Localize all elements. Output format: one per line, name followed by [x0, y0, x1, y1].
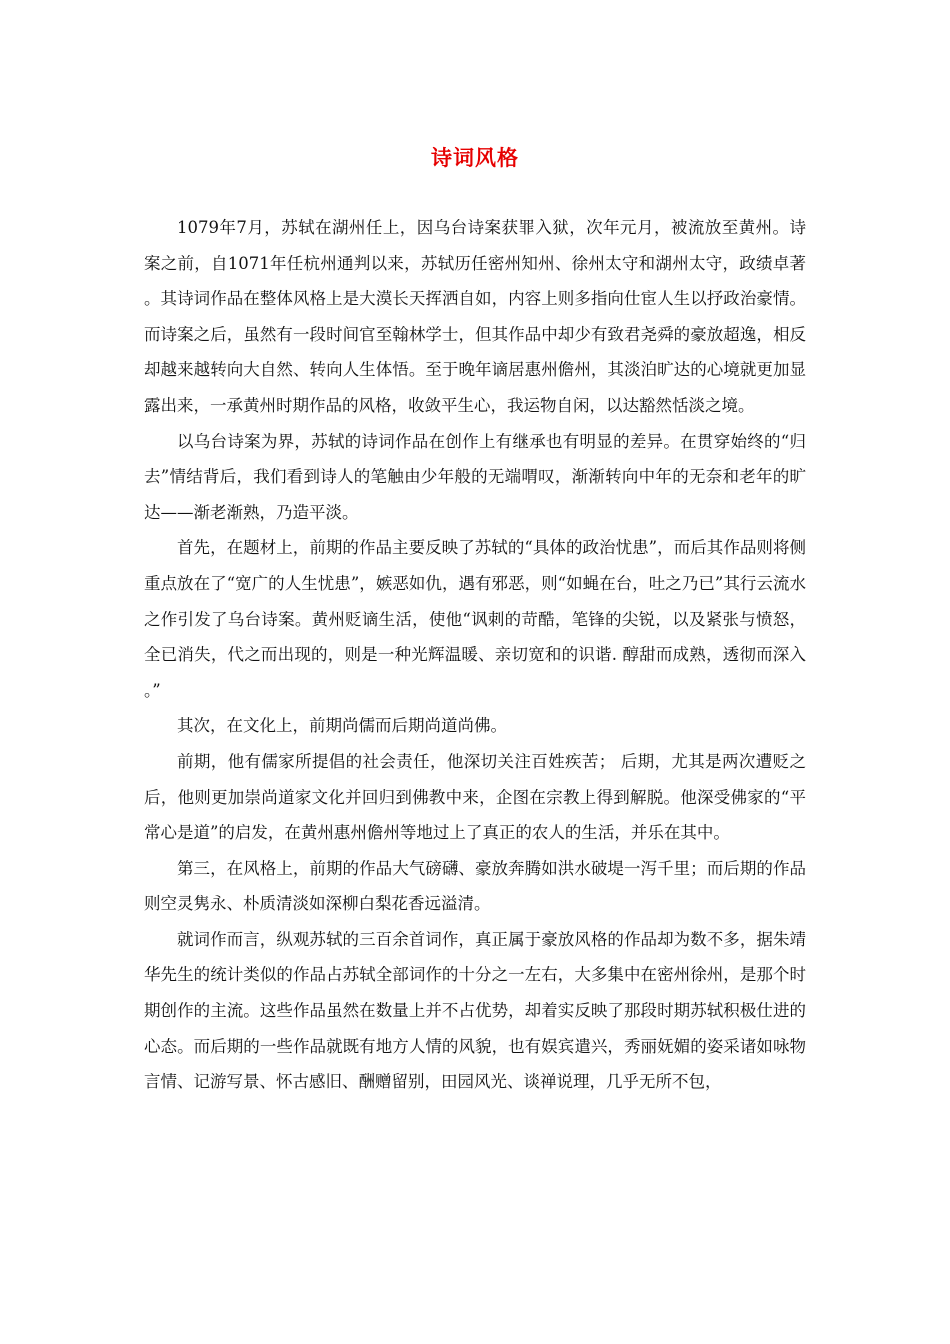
- paragraph-2: 以乌台诗案为界，苏轼的诗词作品在创作上有继承也有明显的差异。在贯穿始终的“归去”情结背后，我们看到诗人的笔触由少年般的无端喟叹，渐渐转向中年的无奈和老年的旷达——渐老渐熟，乃造平淡。: [144, 431, 806, 522]
- paragraph-4: 其次，在文化上，前期尚儒而后期尚道尚佛。: [177, 716, 507, 736]
- paragraph-6: 第三，在风格上，前期的作品大气磅礴、豪放奔腾如洪水破堤一泻千里；而后期的作品则空灵隽永、朴质清淡如深柳白梨花香远溢清。: [144, 858, 806, 914]
- paragraph-3: 首先，在题材上，前期的作品主要反映了苏轼的“具体的政治忧患”，而后其作品则将侧重点放在了“宽广的人生忧患”，嫉恶如仇，遇有邪恶，则“如蝇在台，吐之乃已”其行云流水之作引发了乌台诗案。黄州贬谪生活，使他“讽刺的苛酷，笔锋的尖锐，以及紧张与愤怒，全已消失，代之而出现的，则是一种光辉温暖、亲切宽和的识谐. 醇甜而成熟，透彻而深入。”: [144, 538, 806, 700]
- document-title: 诗词风格: [431, 145, 519, 170]
- paragraph-7: 就词作而言，纵观苏轼的三百余首词作，真正属于豪放风格的作品却为数不多，据朱靖华先生的统计类似的作品占苏轼全部词作的十分之一左右，大多集中在密州徐州，是那个时期创作的主流。这些作品虽然在数量上并不占优势，却着实反映了那段时期苏轼积极仕进的心态。而后期的一些作品就既有地方人情的风貌，也有娱宾遣兴，秀丽妩媚的姿采诸如咏物言情、记游写景、怀古感旧、酬赠留别，田园风光、谈禅说理，几乎无所不包，: [144, 929, 806, 1092]
- paragraph-5: 前期，他有儒家所提倡的社会责任，他深切关注百姓疾苦； 后期，尤其是两次遭贬之后，他则更加崇尚道家文化并回归到佛教中来，企图在宗教上得到解脱。他深受佛家的“平常心是道”的启发，在黄州惠州儋州等地过上了真正的农人的生活，并乐在其中。: [144, 751, 806, 843]
- document-body: [144, 210, 806, 1100]
- paragraph-1: 1079年7月，苏轼在湖州任上，因乌台诗案获罪入狱，次年元月，被流放至黄州。诗案之前，自1071年任杭州通判以来，苏轼历任密州知州、徐州太守和湖州太守，政绩卓著。其诗词作品在整体风格上是大漠长天挥洒自如，内容上则多指向仕宦人生以抒政治豪情。而诗案之后，虽然有一段时间官至翰林学士，但其作品中却少有致君尧舜的豪放超逸，相反却越来越转向大自然、转向人生体悟。至于晚年谪居惠州儋州，其淡泊旷达的心境就更加显露出来，一承黄州时期作品的风格，收敛平生心，我运物自闲，以达豁然恬淡之境。: [144, 218, 806, 415]
